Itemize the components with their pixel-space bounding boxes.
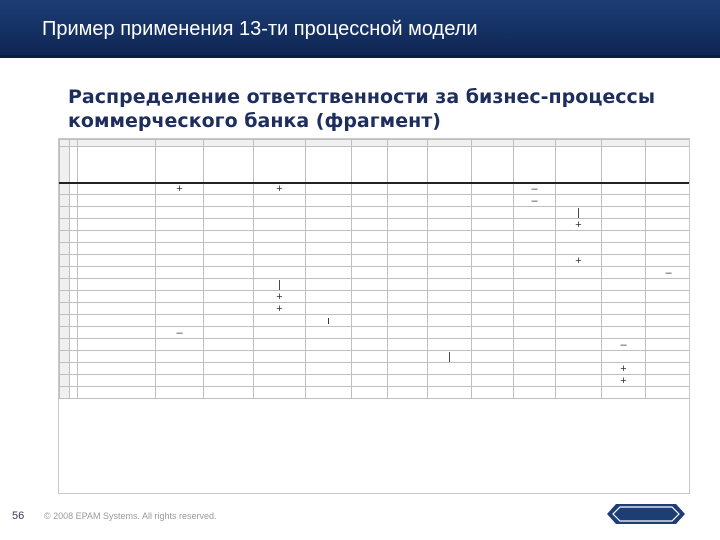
table-row — [60, 291, 691, 303]
responsibility-mark: + — [254, 183, 306, 195]
responsibility-mark: + — [602, 363, 646, 375]
responsibility-mark: + — [556, 255, 602, 267]
table-row — [60, 315, 691, 327]
epam-logo-icon — [606, 503, 686, 525]
table-row — [60, 351, 691, 363]
responsibility-mark: + — [156, 183, 204, 195]
table-row — [60, 339, 691, 351]
responsibility-matrix — [59, 139, 690, 399]
table-row — [60, 303, 691, 315]
page-number: 56 — [12, 510, 25, 522]
column-header-row — [60, 140, 691, 147]
table-row — [60, 183, 691, 195]
responsibility-mark: – — [514, 183, 556, 195]
table-row — [60, 243, 691, 255]
responsibility-mark: – — [602, 339, 646, 351]
title-bar — [0, 0, 720, 58]
table-row — [60, 231, 691, 243]
responsibility-mark: | — [556, 207, 602, 219]
slide-heading: Распределение ответственности за бизнес-процессы коммерческого банка (фрагмент) — [68, 86, 655, 132]
table-row — [60, 279, 691, 291]
table-row — [60, 267, 691, 279]
copyright-notice: © 2008 EPAM Systems. All rights reserved. — [44, 511, 217, 521]
epam-logo — [606, 503, 686, 525]
table-row — [60, 207, 691, 219]
table-row — [60, 363, 691, 375]
responsibility-mark: – — [646, 267, 691, 279]
table-row — [60, 195, 691, 207]
table-row — [60, 327, 691, 339]
table-row — [60, 255, 691, 267]
spreadsheet-fragment — [58, 138, 690, 494]
slide-title: Пример применения 13-ти процессной модели — [42, 18, 478, 40]
responsibility-mark: – — [514, 195, 556, 207]
responsibility-mark: + — [254, 291, 306, 303]
responsibility-mark: | — [428, 351, 472, 363]
responsibility-mark: | — [254, 279, 306, 291]
responsibility-mark: ı — [306, 315, 352, 327]
table-row — [60, 375, 691, 387]
table-row — [60, 219, 691, 231]
responsibility-mark: + — [556, 219, 602, 231]
responsibility-mark: + — [602, 375, 646, 387]
responsibility-mark: + — [254, 303, 306, 315]
table-row — [60, 387, 691, 399]
role-header-row — [60, 147, 691, 183]
responsibility-mark: – — [156, 327, 204, 339]
